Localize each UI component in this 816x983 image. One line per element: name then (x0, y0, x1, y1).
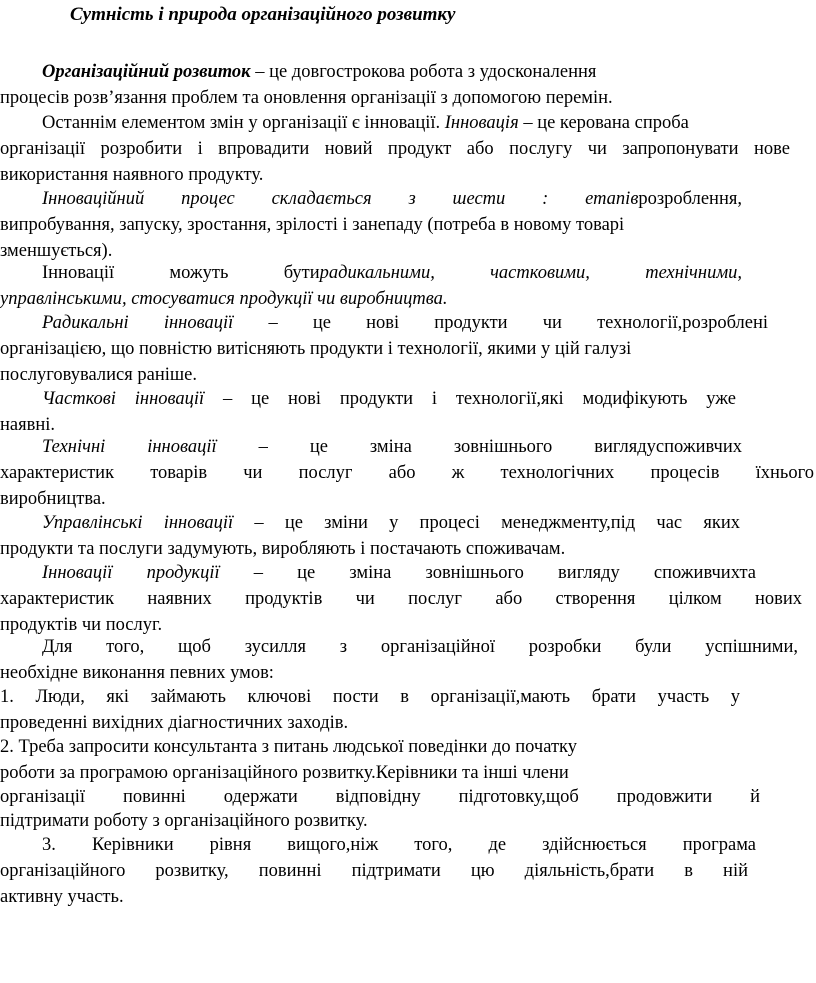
text-run: Для того, щоб зусилля з організаційної розробки були успішними, (42, 637, 798, 657)
text-run: радикальними, частковими, технічними, (319, 263, 742, 283)
text-line (0, 763, 569, 784)
text-line (0, 165, 263, 186)
text-line (42, 637, 798, 658)
text-line (42, 62, 596, 83)
text-line (0, 811, 368, 832)
text-run: Інноваційний процес складається з шести : етапів (42, 189, 639, 209)
text-run: – це довгострокова робота з удосконалення (250, 62, 597, 82)
text-line (0, 365, 197, 386)
text-line (42, 389, 736, 410)
text-run: Організаційний розвиток (42, 62, 251, 82)
text-run: проведенні вихідних діагностичних заходів. (0, 713, 349, 733)
text-line (0, 415, 55, 436)
text-run: організації повинні одержати відповідну підготовку,щоб продовжити й (0, 787, 760, 807)
text-line (0, 489, 106, 510)
text-line (42, 313, 768, 334)
text-line (42, 513, 740, 534)
text-run: – це зміна зовнішнього виглядуспоживчих (216, 437, 742, 457)
text-run: активну участь. (0, 887, 124, 907)
text-run: використання наявного продукту. (0, 165, 264, 185)
text-run: Технічні інновації (42, 437, 217, 457)
text-line (42, 563, 756, 584)
text-run: розроблення, (638, 189, 742, 209)
text-line (0, 737, 577, 758)
text-run: – це зміни у процесі менеджменту,під час яких (233, 513, 740, 533)
text-run: підтримати роботу з організаційного розвитку. (0, 811, 368, 831)
text-line (0, 539, 565, 560)
text-line (0, 713, 348, 734)
text-line (42, 263, 742, 284)
text-line (0, 589, 802, 610)
text-line (0, 887, 124, 908)
text-run: послуговувалися раніше. (0, 365, 197, 385)
text-run: організації розробити і впровадити новий продукт або послугу чи запропонувати нове (0, 139, 790, 159)
text-run: Останнім елементом змін у організації є інновації. (42, 113, 445, 133)
text-run: організаційного розвитку, повинні підтримати цю діяльність,брати в ній (0, 861, 748, 881)
text-line (0, 215, 624, 236)
text-run: – це зміна зовнішнього вигляду споживчихта (219, 563, 757, 583)
text-line (42, 189, 742, 210)
text-line (0, 861, 748, 882)
text-line (0, 663, 274, 684)
text-line (42, 113, 689, 134)
text-run: характеристик товарів чи послуг або ж технологічних процесів їхнього (0, 463, 814, 483)
text-line (0, 289, 448, 310)
text-run: Інновації продукції (42, 563, 220, 583)
text-line (42, 835, 756, 856)
text-run: продукти та послуги задумують, виробляють і постачають споживачам. (0, 539, 566, 559)
text-run: процесів розв’язання проблем та оновлення організації з допомогою перемін. (0, 88, 613, 108)
text-line (0, 241, 112, 262)
text-run: зменшується). (0, 241, 113, 261)
text-run: – це нові продукти і технології,які модифікують уже (204, 389, 736, 409)
text-run: характеристик наявних продуктів чи послуг або створення цілком нових (0, 589, 802, 609)
text-run: 3. Керівники рівня вищого,ніж того, де здійснюється програма (42, 835, 756, 855)
text-run: Інновації можуть бути (42, 263, 320, 283)
text-run: роботи за програмою організаційного розвитку.Керівники та інші члени (0, 763, 569, 783)
text-run: – це керована спроба (518, 113, 689, 133)
text-run: 1. Люди, які займають ключові пости в організації,мають брати участь у (0, 687, 740, 707)
text-line (0, 615, 162, 636)
text-run: Управлінські інновації (42, 513, 234, 533)
text-run: випробування, запуску, зростання, зрілості і занепаду (потреба в новому товарі (0, 215, 625, 235)
text-run: Часткові інновації (42, 389, 205, 409)
text-run: організацією, що повністю витісняють продукти і технології, якими у цій галузі (0, 339, 632, 359)
text-line (0, 787, 760, 808)
text-line (0, 88, 613, 109)
document-title: Сутність і природа організаційного розвитку (70, 4, 456, 25)
text-line (0, 463, 814, 484)
text-line (0, 139, 790, 160)
text-line (0, 339, 631, 360)
text-run: наявні. (0, 415, 56, 435)
text-run: продуктів чи послуг. (0, 615, 163, 635)
text-run: управлінськими, стосуватися продукції чи виробництва. (0, 289, 448, 309)
text-run: Інновація (444, 113, 519, 133)
text-line (0, 687, 740, 708)
text-run: Радикальні інновації (42, 313, 234, 333)
text-run: виробництва. (0, 489, 106, 509)
text-run: 2. Треба запросити консультанта з питань людської поведінки до початку (0, 737, 578, 757)
text-run: необхідне виконання певних умов: (0, 663, 274, 683)
text-run: – це нові продукти чи технології,розроблені (233, 313, 768, 333)
text-line (42, 437, 742, 458)
